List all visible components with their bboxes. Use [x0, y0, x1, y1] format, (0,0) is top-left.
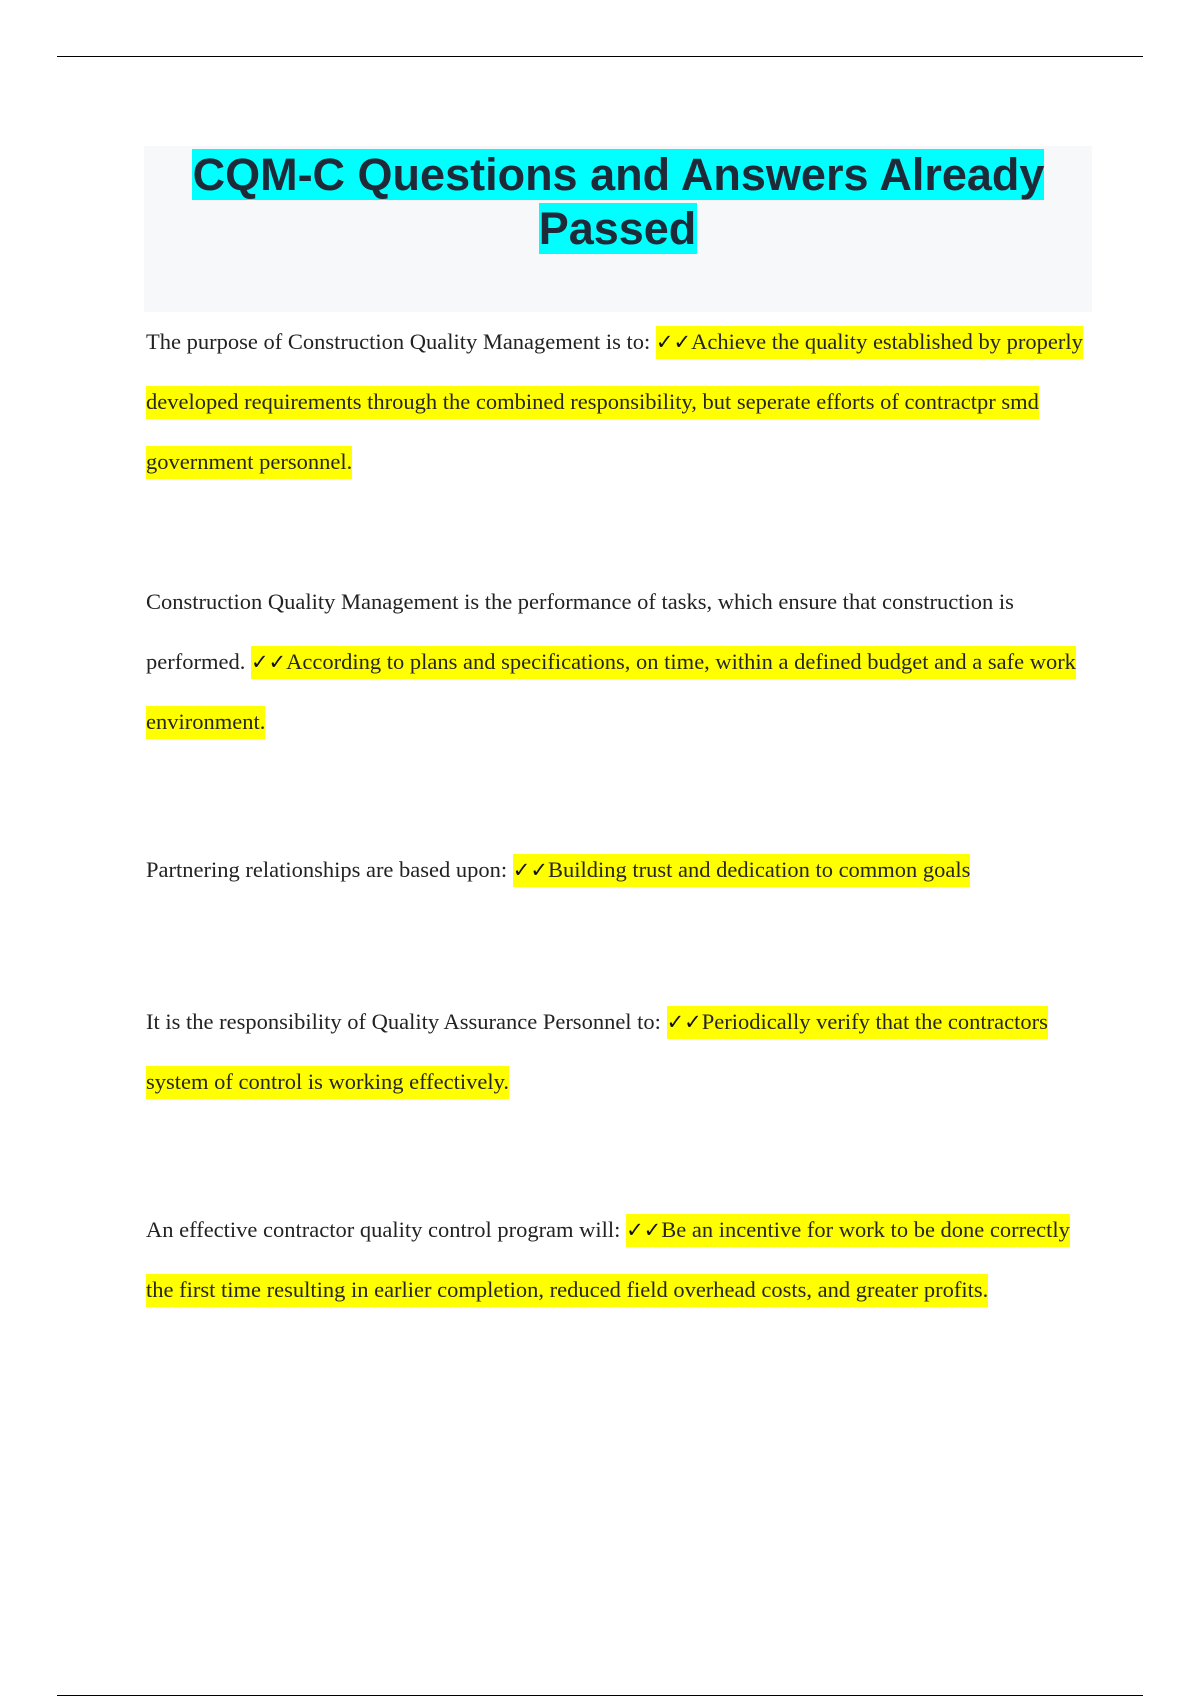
title-highlight: CQM-C Questions and Answers Already Passed: [192, 149, 1045, 254]
answer-text: Achieve the quality established by properly developed requirements through the combined responsibility, but seperate efforts of contractpr smd government personnel.: [146, 329, 1083, 474]
qa-item-4: [146, 992, 1091, 1112]
qa-item-1: [146, 312, 1091, 492]
double-check-icon: ✓✓: [250, 650, 287, 674]
answer-highlight: [146, 646, 1076, 739]
answer-text: Building trust and dedication to common goals: [547, 857, 971, 882]
double-check-icon: ✓✓: [512, 858, 548, 882]
double-check-icon: ✓✓: [626, 1218, 662, 1242]
top-rule: [57, 56, 1143, 57]
question-text: Construction Quality Management is the performance of tasks, which ensure that construction is performed.: [146, 589, 1014, 674]
answer-text: Be an incentive for work to be done correctly the first time resulting in earlier completion, reduced field overhead costs, and greater profits.: [146, 1217, 1070, 1302]
title-block: [144, 146, 1092, 312]
question-text: It is the responsibility of Quality Assurance Personnel to:: [146, 1009, 661, 1034]
bottom-rule: [57, 1695, 1143, 1696]
question-text: An effective contractor quality control program will:: [146, 1217, 621, 1242]
question-text: Partnering relationships are based upon:: [146, 857, 508, 882]
answer-highlight: [513, 854, 971, 887]
qa-item-2: [146, 572, 1091, 752]
answer-text: According to plans and specifications, on time, within a defined budget and a safe work environment.: [146, 649, 1076, 734]
double-check-icon: ✓✓: [655, 330, 692, 354]
qa-item-3: [146, 840, 1091, 900]
double-check-icon: ✓✓: [666, 1010, 702, 1034]
question-text: The purpose of Construction Quality Management is to:: [146, 329, 651, 354]
answer-text: Periodically verify that the contractors system of control is working effectively.: [146, 1009, 1048, 1094]
document-title: [144, 146, 1092, 256]
qa-item-5: [146, 1200, 1091, 1320]
